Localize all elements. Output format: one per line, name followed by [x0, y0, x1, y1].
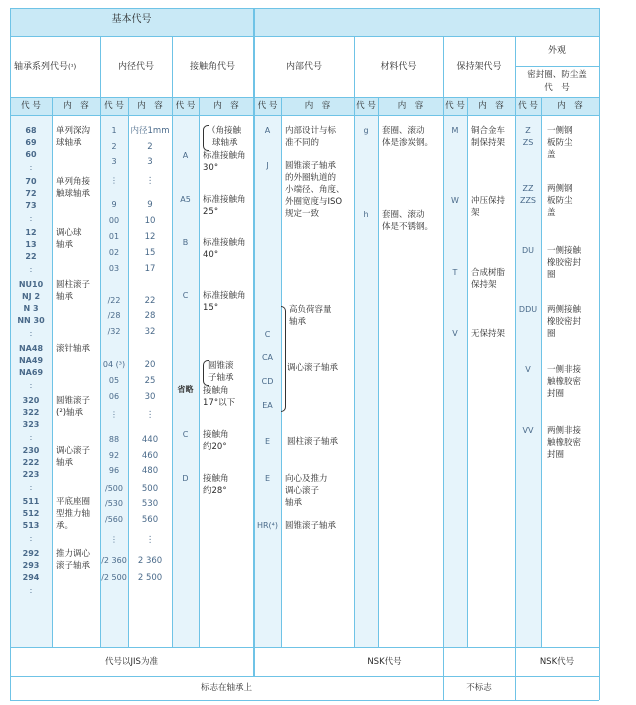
bore-value: 25: [144, 376, 156, 386]
seal-desc: 盖: [547, 150, 556, 160]
bore-value: ⋮: [145, 176, 155, 186]
series-desc: 单列深沟: [56, 126, 91, 136]
internal-desc: 圆柱滚子轴承: [287, 437, 339, 447]
footer-unmarked: 不标志: [466, 683, 492, 693]
series-desc: 型推力轴: [56, 509, 91, 519]
seal-code: DDU: [518, 305, 538, 314]
internal-desc: 准不同的: [285, 138, 320, 148]
series-code: 60: [25, 150, 37, 159]
bore-value: 12: [144, 232, 156, 242]
body-cage-code-bg: [443, 115, 467, 647]
seal-code: VV: [522, 426, 534, 435]
series-code: 292: [22, 549, 40, 558]
cage-desc: 无保持架: [471, 329, 506, 339]
bore-code: ⋮: [110, 410, 118, 419]
seal-desc: 触橡胶密: [547, 377, 582, 387]
series-desc: 轴承: [56, 240, 74, 250]
bore-code: 06: [108, 392, 120, 401]
internal-code: J: [266, 161, 269, 170]
bore-code: 1: [111, 126, 117, 135]
sub-code-internal: 代 号: [257, 101, 278, 111]
sub-code-angle: 代 号: [175, 101, 196, 111]
material-desc: 体是渗炭钢。: [382, 138, 434, 148]
angle-desc: 标准接触角: [203, 195, 246, 205]
cage-desc: 冲压保持: [471, 196, 506, 206]
sub-code-seal: 代 号: [518, 101, 538, 111]
series-desc: 单列角接: [56, 177, 91, 187]
series-code: NU10: [18, 280, 44, 289]
sub-content-series: 内 容: [63, 101, 89, 111]
appearance-header: 外观: [547, 46, 566, 56]
bore-value: 9: [147, 200, 153, 210]
bore-code: /2 360: [101, 556, 127, 565]
footer-jis-note: 代号以JIS为准: [105, 657, 158, 667]
internal-desc: 圆锥滚子轴承: [285, 161, 337, 171]
bore-code: 01: [108, 232, 120, 241]
cage-desc: 铜合金车: [471, 126, 506, 136]
internal-code: A: [264, 126, 271, 135]
series-dots: :: [29, 163, 33, 172]
sub-content-cage: 内 容: [478, 101, 504, 111]
bore-value: 15: [144, 248, 156, 258]
bore-code: 92: [108, 451, 120, 460]
seal-desc: 触橡胶密: [547, 438, 582, 448]
bore-value: 17: [144, 264, 156, 274]
series-desc: 圆锥滚子: [56, 396, 91, 406]
series-header-label: 轴承系列代号: [14, 62, 69, 72]
series-dots: :: [29, 265, 33, 274]
cage-desc: 架: [471, 208, 480, 218]
footer-marked: 标志在轴承上: [200, 683, 252, 693]
series-desc: 轴承: [56, 292, 74, 302]
angle-desc: 标准接触角: [203, 151, 246, 161]
series-dots: :: [29, 433, 33, 442]
material-code: h: [363, 210, 369, 219]
sub-content-seal: 内 容: [557, 101, 583, 111]
seal-desc: 盖: [547, 208, 556, 218]
seal-code: DU: [521, 246, 534, 255]
series-code: 513: [22, 521, 40, 530]
series-desc: 推力调心: [56, 549, 91, 559]
angle-code: B: [182, 238, 189, 247]
sub-code-cage: 代 号: [445, 101, 465, 111]
angle-desc: 40°: [203, 250, 219, 260]
seal-desc: 封圈: [547, 450, 565, 460]
internal-desc: 高负荷容量: [289, 305, 332, 315]
bore-code: 05: [108, 376, 120, 385]
angle-code: C: [182, 430, 189, 439]
series-desc: 圆柱滚子: [56, 280, 91, 290]
series-dots: :: [29, 586, 33, 595]
bore-value: 2: [147, 142, 153, 152]
angle-desc: 子轴承: [208, 373, 234, 383]
basic-code-header: 基本代号: [111, 14, 152, 25]
series-code: 13: [25, 240, 37, 249]
internal-code: E: [264, 437, 271, 446]
bore-value: 30: [144, 392, 156, 402]
internal-desc: 轴承: [285, 498, 303, 508]
internal-desc: 调心滚子轴承: [287, 363, 339, 373]
series-desc: 滚子轴承: [56, 561, 91, 571]
bore-code: 02: [108, 248, 120, 257]
bore-code: 2: [111, 142, 117, 151]
series-code: NA69: [18, 368, 44, 377]
cage-desc: 保持架: [471, 280, 497, 290]
series-code: 293: [22, 561, 40, 570]
cage-code: T: [452, 268, 458, 277]
footer-nsk-code: NSK代号: [367, 657, 402, 667]
bore-code: ⋮: [110, 176, 118, 185]
sub-content-material: 内 容: [397, 101, 424, 111]
bore-value: 10: [144, 216, 156, 226]
seal-desc: 一侧钢: [547, 126, 573, 136]
seal-desc: 一侧接触: [547, 246, 582, 256]
series-desc: (²)轴承: [56, 408, 84, 418]
bore-value: 22: [144, 296, 156, 306]
series-desc: 调心滚子: [56, 446, 91, 456]
bore-header: 内径代号: [117, 62, 154, 72]
series-desc: 承。: [56, 521, 74, 531]
bore-code: 9: [111, 200, 117, 209]
seal-code-header: 代 号: [544, 83, 570, 93]
series-code: N 3: [23, 304, 39, 313]
sub-code-series: 代 号: [21, 101, 41, 111]
material-desc: 套圈、滚动: [382, 126, 425, 136]
angle-desc: 约20°: [203, 442, 227, 452]
seal-desc: 两侧非接: [547, 426, 582, 436]
bore-value: ⋮: [145, 410, 155, 420]
series-dots: :: [29, 483, 33, 492]
internal-code: E: [264, 474, 271, 483]
angle-desc: 接触角: [203, 474, 229, 484]
seal-code: V: [525, 365, 531, 374]
angle-code: C: [182, 291, 189, 300]
bore-value: 2 360: [137, 556, 163, 566]
angle-desc: （角接触: [207, 126, 242, 136]
material-desc: 体是不锈钢。: [382, 222, 434, 232]
series-code: 70: [25, 177, 37, 186]
internal-desc: 外圈宽度与ISO: [285, 197, 343, 207]
seal-desc: 圈: [547, 329, 556, 339]
series-code: 323: [22, 420, 40, 429]
seal-header: 密封圈、防尘盖: [527, 70, 587, 80]
series-dots: :: [29, 381, 33, 390]
bore-code: ⋮: [110, 535, 118, 544]
internal-header: 内部代号: [285, 62, 322, 72]
seal-code: ZS: [522, 138, 534, 147]
internal-desc: 的外圈轨道的: [285, 173, 337, 183]
body-material-code-bg: [354, 115, 378, 647]
sub-content-bore: 内 容: [137, 101, 163, 111]
cage-header: 保持架代号: [456, 62, 502, 72]
bore-value: 530: [141, 499, 159, 509]
series-desc: 球轴承: [56, 138, 82, 148]
series-code: 22: [25, 252, 37, 261]
bore-value: 32: [144, 327, 156, 337]
seal-desc: 板防尘: [547, 196, 573, 206]
bore-value: ⋮: [145, 535, 155, 545]
internal-desc: 向心及推力: [285, 474, 328, 484]
sub-code-bore: 代 号: [104, 101, 124, 111]
footer-nsk-code-right: NSK代号: [539, 657, 575, 667]
series-desc: 轴承: [56, 458, 74, 468]
series-code: 222: [22, 458, 40, 467]
series-code: 512: [22, 509, 40, 518]
bore-code: /22: [107, 296, 121, 305]
series-desc: 触球轴承: [56, 189, 91, 199]
sub-content-angle: 内 容: [213, 101, 239, 111]
bore-code: 3: [111, 157, 117, 166]
angle-desc: 17°以下: [203, 398, 236, 408]
angle-desc: 球轴承: [212, 138, 238, 148]
sub-content-internal: 内 容: [304, 101, 331, 111]
series-code: 73: [25, 201, 37, 210]
bore-value: 20: [144, 360, 156, 370]
bore-value: 内径1mm: [130, 126, 170, 136]
bore-value: 480: [141, 466, 159, 476]
cage-code: M: [451, 126, 459, 135]
seal-desc: 一侧非接: [547, 365, 582, 375]
angle-desc: 约28°: [203, 486, 227, 496]
seal-desc: 两侧接触: [547, 305, 582, 315]
cage-code: V: [452, 329, 458, 338]
series-header-note: (¹): [68, 63, 77, 71]
bore-value: 460: [141, 451, 159, 461]
bore-value: 28: [144, 311, 156, 321]
angle-desc: 25°: [203, 207, 219, 217]
angle-code: A5: [180, 195, 191, 204]
series-code: NN 30: [17, 316, 45, 325]
bore-code: /2 500: [101, 573, 127, 582]
cage-desc: 制保持架: [471, 138, 506, 148]
internal-code: C: [264, 330, 271, 339]
seal-desc: 板防尘: [547, 138, 573, 148]
seal-code: Z: [525, 126, 531, 135]
internal-code: CD: [261, 377, 274, 386]
internal-desc: 规定一致: [285, 209, 320, 219]
series-code: NJ 2: [21, 292, 41, 301]
series-code: NA49: [18, 356, 44, 365]
angle-desc: 圆锥滚: [208, 361, 234, 371]
internal-desc: 圆锥滚子轴承: [285, 521, 337, 531]
internal-code: EA: [262, 401, 273, 410]
bore-value: 440: [141, 435, 159, 445]
series-desc: 平底座圈: [56, 497, 91, 507]
series-code: 322: [22, 408, 40, 417]
series-dots: :: [29, 534, 33, 543]
angle-code: D: [182, 474, 189, 483]
series-code: 223: [22, 470, 40, 479]
bore-code: /530: [105, 499, 123, 508]
body-seal-code-bg: [515, 115, 541, 647]
header-band-right: [254, 8, 599, 36]
series-header: [14, 62, 76, 73]
internal-desc: 轴承: [289, 317, 307, 327]
series-code: NA48: [18, 344, 44, 353]
angle-code: 省略: [177, 385, 194, 394]
bore-code: 04 (³): [102, 360, 126, 369]
bore-code: /500: [105, 484, 123, 493]
bore-value: 560: [141, 515, 159, 525]
bore-code: 00: [108, 216, 120, 225]
bore-code: 88: [108, 435, 120, 444]
seal-code: ZZ: [522, 184, 534, 193]
bore-code: 03: [108, 264, 120, 273]
seal-desc: 两侧钢: [547, 184, 573, 194]
angle-desc: 接触角: [203, 386, 229, 396]
bore-value: 500: [141, 484, 159, 494]
series-code: 230: [22, 446, 40, 455]
series-desc: 滚针轴承: [56, 344, 91, 354]
series-code: 72: [25, 189, 37, 198]
sub-code-material: 代 号: [356, 101, 376, 111]
angle-header: 接触角代号: [189, 62, 235, 72]
bore-value: 2 500: [137, 573, 163, 583]
internal-code: HR(⁴): [256, 521, 279, 530]
bore-value: 3: [147, 157, 153, 167]
seal-desc: 橡胶密封: [547, 258, 582, 268]
bore-code: /32: [107, 327, 121, 336]
series-desc: 调心球: [56, 228, 82, 238]
seal-desc: 圈: [547, 270, 556, 280]
angle-code: A: [182, 151, 189, 160]
seal-desc: 封圈: [547, 389, 565, 399]
cage-code: W: [451, 196, 459, 205]
series-code: 12: [25, 228, 37, 237]
angle-desc: 接触角: [203, 430, 229, 440]
series-code: 69: [25, 138, 37, 147]
material-desc: 套圈、滚动: [382, 210, 425, 220]
internal-code: CA: [261, 353, 274, 362]
internal-desc: 内部设计与标: [285, 126, 337, 136]
bore-code: /28: [107, 311, 121, 320]
angle-desc: 15°: [203, 303, 219, 313]
angle-desc: 标准接触角: [203, 291, 246, 301]
series-dots: :: [29, 329, 33, 338]
bore-code: /560: [105, 515, 123, 524]
angle-desc: 标准接触角: [203, 238, 246, 248]
material-header: 材料代号: [380, 62, 417, 72]
series-code: 294: [22, 573, 40, 582]
internal-desc: 小端径、角度、: [285, 185, 345, 195]
seal-desc: 橡胶密封: [547, 317, 582, 327]
internal-desc: 调心滚子: [285, 486, 320, 496]
series-code: 320: [22, 396, 40, 405]
series-dots: :: [29, 214, 33, 223]
angle-desc: 30°: [203, 163, 219, 173]
seal-code: ZZS: [519, 196, 537, 205]
series-code: 511: [22, 497, 40, 506]
bore-code: 96: [108, 466, 120, 475]
series-code: 68: [25, 126, 37, 135]
cage-desc: 合成树脂: [471, 268, 506, 278]
material-code: g: [363, 126, 369, 135]
